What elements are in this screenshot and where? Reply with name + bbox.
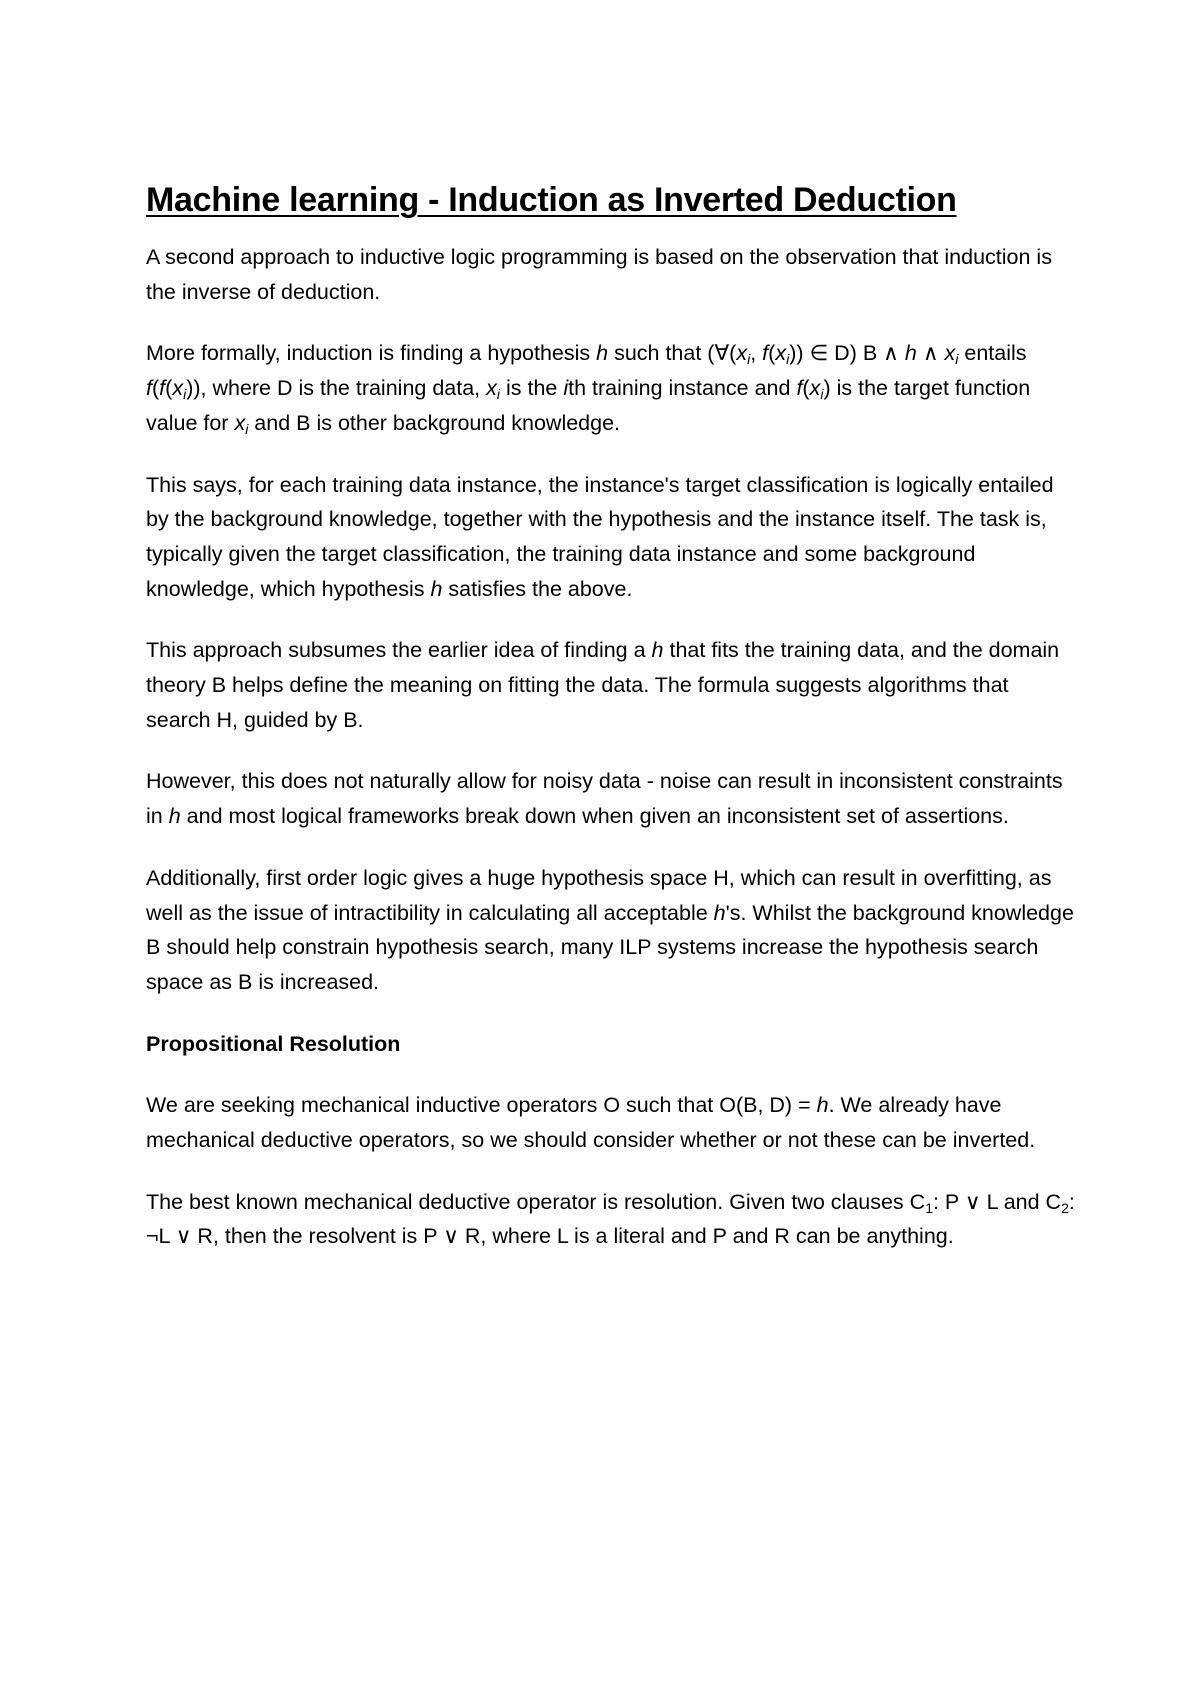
paragraph-intro: A second approach to inductive logic programming is based on the observation that induction is the inverse of deduction. (146, 245, 1052, 304)
page-title: Machine learning - Induction as Inverted Deduction (146, 181, 957, 219)
section-heading: Propositional Resolution (146, 1031, 401, 1056)
paragraph-explanation: This says, for each training data instance, the instance's target classification is logically entailed by the background knowledge, together with the hypothesis and the instance itself. The task is, typically given the target classification, the training data instance and some background knowledge, which hypothesis h satisfies the above. (146, 472, 1054, 601)
paragraph-subsumes: This approach subsumes the earlier idea of finding a h that fits the training data, and the domain theory B helps define the meaning on fitting the data. The formula suggests algorithms that search H, guided by B. (146, 638, 1060, 732)
document-body (146, 176, 1078, 1254)
paragraph-inductive-operators: We are seeking mechanical inductive operators O such that O(B, D) = h. We already have mechanical deductive operators, so we should consider whether or not these can be inverted. (146, 1093, 1036, 1153)
paragraph-resolution: The best known mechanical deductive operator is resolution. Given two clauses $C_1$: P ∨ L and $C_2$: ¬L ∨ R, then the resolvent is P ∨ R, where L is a literal and P and R can be anything. (146, 1189, 1075, 1249)
paragraph-hypothesis-space: Additionally, first order logic gives a huge hypothesis space H, which can result in overfitting, as well as the issue of intractibility in calculating all acceptable h's. Whilst the background knowledge B should help constrain hypothesis search, many ILP systems increase the hypothesis search space as B is increased. (146, 865, 1074, 994)
paragraph-noisy-data: However, this does not naturally allow for noisy data - noise can result in inconsistent constraints in h and most logical frameworks break down when given an inconsistent set of assertions. (146, 769, 1063, 829)
paragraph-formal-definition: More formally, induction is finding a hypothesis h such that ($\forall(x_i$, $f(x_i)$) ∈ D) B ∧ h ∧ $x_i$ entails $f(f(x_i))$, where D is the training data, $x_i$ is the ith training instance and $f(x_i)$ is the target function value for $x_i$ and B is other background knowledge. (146, 341, 1031, 437)
